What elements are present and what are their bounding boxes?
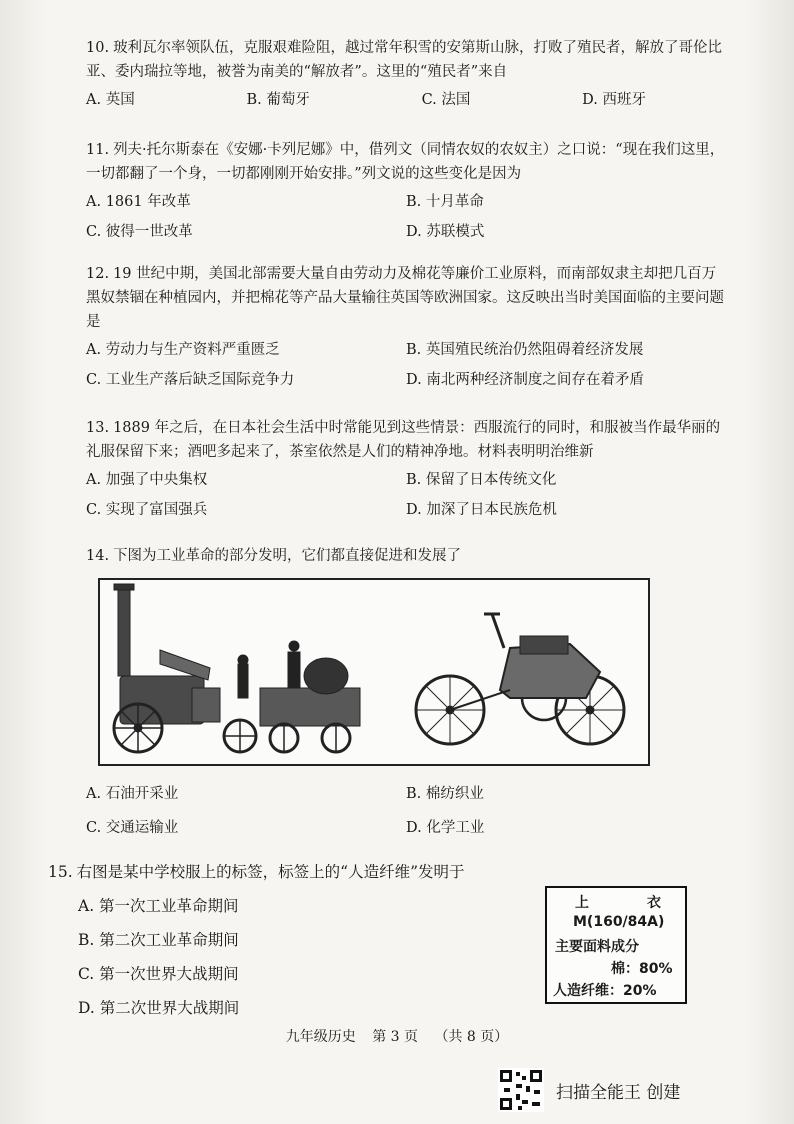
question-15 <box>48 860 568 1020</box>
option-b: B. 葡萄牙 <box>246 92 310 108</box>
question-number: 12. <box>86 266 110 282</box>
options <box>48 894 568 1020</box>
steam-locomotive-and-car-image <box>100 580 648 764</box>
label-artificial-fiber: 人造纤维：20% <box>553 983 657 999</box>
label-line-1a: 上 <box>575 895 589 911</box>
question-number: 14. <box>86 548 110 564</box>
question-stem: 1889 年之后，在日本社会生活中时常能见到这些情景：西服流行的同时，和服被当作最华丽的礼服保留下来；酒吧多起来了，茶室依然是人们的精神净地。材料表明明治维新 <box>86 420 721 460</box>
option-b: B. 十月革命 <box>406 194 484 210</box>
question-number: 10. <box>86 40 110 56</box>
question-stem: 19 世纪中期，美国北部需要大量自由劳动力及棉花等廉价工业原料，而南部奴隶主却把几百万黑奴禁锢在种植园内，并把棉花等产品大量输往英国等欧洲国家。这反映出当时美国面临的主要问题是 <box>86 266 724 330</box>
page-footer <box>0 1026 794 1046</box>
question-stem: 下图为工业革命的部分发明，它们都直接促进和发展了 <box>113 548 462 564</box>
label-size: M(160/84A) <box>573 914 665 930</box>
scanner-watermark <box>498 1068 728 1112</box>
option-b: B. 第二次工业革命期间 <box>78 931 239 949</box>
option-a: A. 石油开采业 <box>86 786 179 802</box>
option-a: A. 英国 <box>86 92 135 108</box>
options <box>86 190 726 244</box>
question-13 <box>86 416 726 522</box>
option-a: A. 第一次工业革命期间 <box>78 897 239 915</box>
option-c: C. 第一次世界大战期间 <box>78 965 239 983</box>
footer-subject: 九年级历史 <box>285 1029 356 1045</box>
option-c: C. 实现了富国强兵 <box>86 502 208 518</box>
option-d: D. 苏联模式 <box>406 224 485 240</box>
question-number: 15. <box>48 863 73 881</box>
option-a: A. 加强了中央集权 <box>86 472 208 488</box>
option-c: C. 工业生产落后缺乏国际竞争力 <box>86 372 295 388</box>
question-stem: 列夫·托尔斯泰在《安娜·卡列尼娜》中，借列文（同情农奴的农奴主）之口说：“现在我们这里，一切都翻了一个身，一切都刚刚开始安排。”列文说的这些变化是因为 <box>86 142 725 182</box>
clothing-label <box>545 886 687 1004</box>
option-c: C. 交通运输业 <box>86 820 179 836</box>
option-a: A. 1861 年改革 <box>86 194 191 210</box>
option-a: A. 劳动力与生产资料严重匮乏 <box>86 342 280 358</box>
label-line-1b: 衣 <box>647 895 661 911</box>
question-number: 11. <box>86 142 110 158</box>
option-b: B. 棉纺织业 <box>406 786 484 802</box>
question-10 <box>86 36 726 112</box>
option-d: D. 南北两种经济制度之间存在着矛盾 <box>406 372 644 388</box>
benz-motor-car-drawing <box>416 614 624 744</box>
question-stem: 玻利瓦尔率领队伍，克服艰难险阻，越过常年积雪的安第斯山脉，打败了殖民者，解放了哥伦比亚、委内瑞拉等地，被誉为南美的“解放者”。这里的“殖民者”来自 <box>86 40 723 80</box>
option-d: D. 化学工业 <box>406 820 485 836</box>
options <box>86 88 646 112</box>
watermark-text: 扫描全能王 创建 <box>556 1083 681 1103</box>
question-stem: 右图是某中学校服上的标签，标签上的“人造纤维”发明于 <box>76 863 465 881</box>
option-c: C. 法国 <box>421 92 471 108</box>
question-11 <box>86 138 726 244</box>
option-b: B. 英国殖民统治仍然阻碍着经济发展 <box>406 342 644 358</box>
option-c: C. 彼得一世改革 <box>86 224 193 240</box>
question-14 <box>86 544 726 568</box>
question-12 <box>86 262 726 392</box>
footer-page: 第 3 页 <box>372 1029 418 1045</box>
options <box>86 468 726 522</box>
option-b: B. 保留了日本传统文化 <box>406 472 557 488</box>
steam-locomotive-drawing <box>114 584 360 752</box>
label-cotton: 棉：80% <box>611 961 673 977</box>
options <box>86 782 726 840</box>
option-d: D. 西班牙 <box>582 92 646 108</box>
label-composition-title: 主要面料成分 <box>555 939 639 955</box>
question-number: 13. <box>86 420 110 436</box>
question-14-options <box>86 778 726 840</box>
qr-code-icon <box>498 1068 544 1112</box>
option-d: D. 第二次世界大战期间 <box>78 999 240 1017</box>
options <box>86 338 726 392</box>
footer-total: （共 8 页） <box>434 1029 509 1045</box>
option-d: D. 加深了日本民族危机 <box>406 502 557 518</box>
inventions-figure <box>98 578 650 766</box>
